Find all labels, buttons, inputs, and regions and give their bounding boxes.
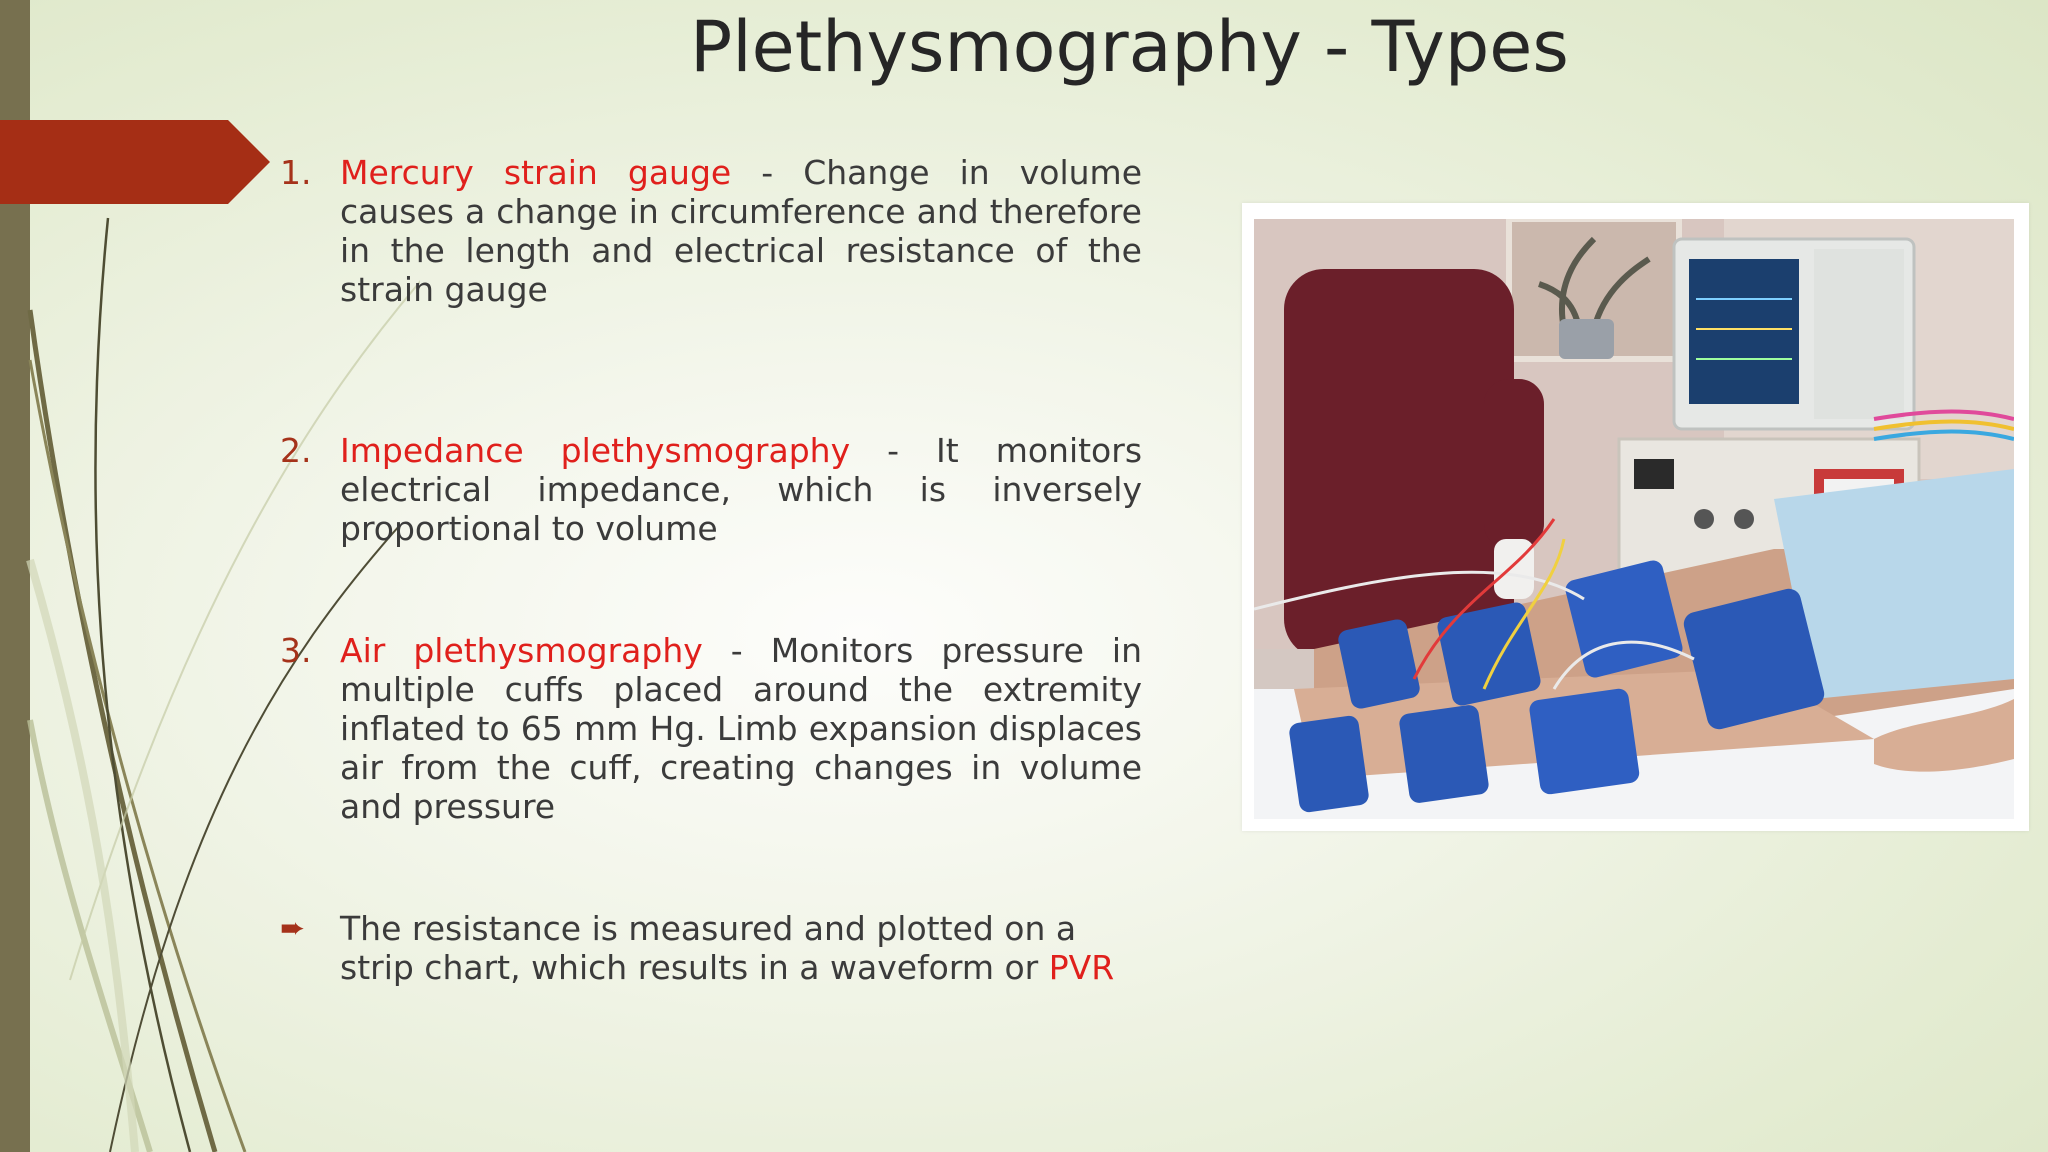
item-text: - It monitors electrical impedance, which is inversely proportional to volume	[340, 431, 1143, 548]
item-number: 3.	[280, 631, 312, 670]
bullet-item	[280, 909, 1142, 987]
arrow-bullet-icon: ➨	[280, 911, 306, 946]
medical-photo	[1254, 219, 2014, 819]
bullet-highlight: PVR	[1048, 948, 1115, 987]
bullet-body	[340, 909, 1142, 987]
bullet-text: The resistance is measured and plotted on a strip chart, which results in a waveform or	[340, 909, 1077, 987]
slide-title: Plethysmography - Types	[690, 6, 1569, 88]
content-list	[280, 153, 1142, 987]
red-arrow-tab	[0, 120, 270, 204]
item-body	[340, 631, 1142, 826]
item-term: Mercury strain gauge	[340, 153, 732, 192]
item-body	[340, 153, 1142, 309]
photo-frame	[1242, 203, 2029, 831]
item-text: - Change in volume causes a change in circumference and therefore in the length and electrical resistance of the strain gauge	[340, 153, 1143, 309]
item-term: Impedance plethysmography	[340, 431, 851, 470]
list-item	[280, 431, 1142, 548]
item-number: 1.	[280, 153, 312, 192]
item-text: - Monitors pressure in multiple cuffs placed around the extremity inflated to 65 mm Hg. Limb expansion displaces air from the cuff, creating changes in volume and pressure	[340, 631, 1142, 826]
list-item	[280, 153, 1142, 309]
item-number: 2.	[280, 431, 312, 470]
list-item	[280, 631, 1142, 826]
item-body	[340, 431, 1142, 548]
item-term: Air plethysmography	[340, 631, 703, 670]
